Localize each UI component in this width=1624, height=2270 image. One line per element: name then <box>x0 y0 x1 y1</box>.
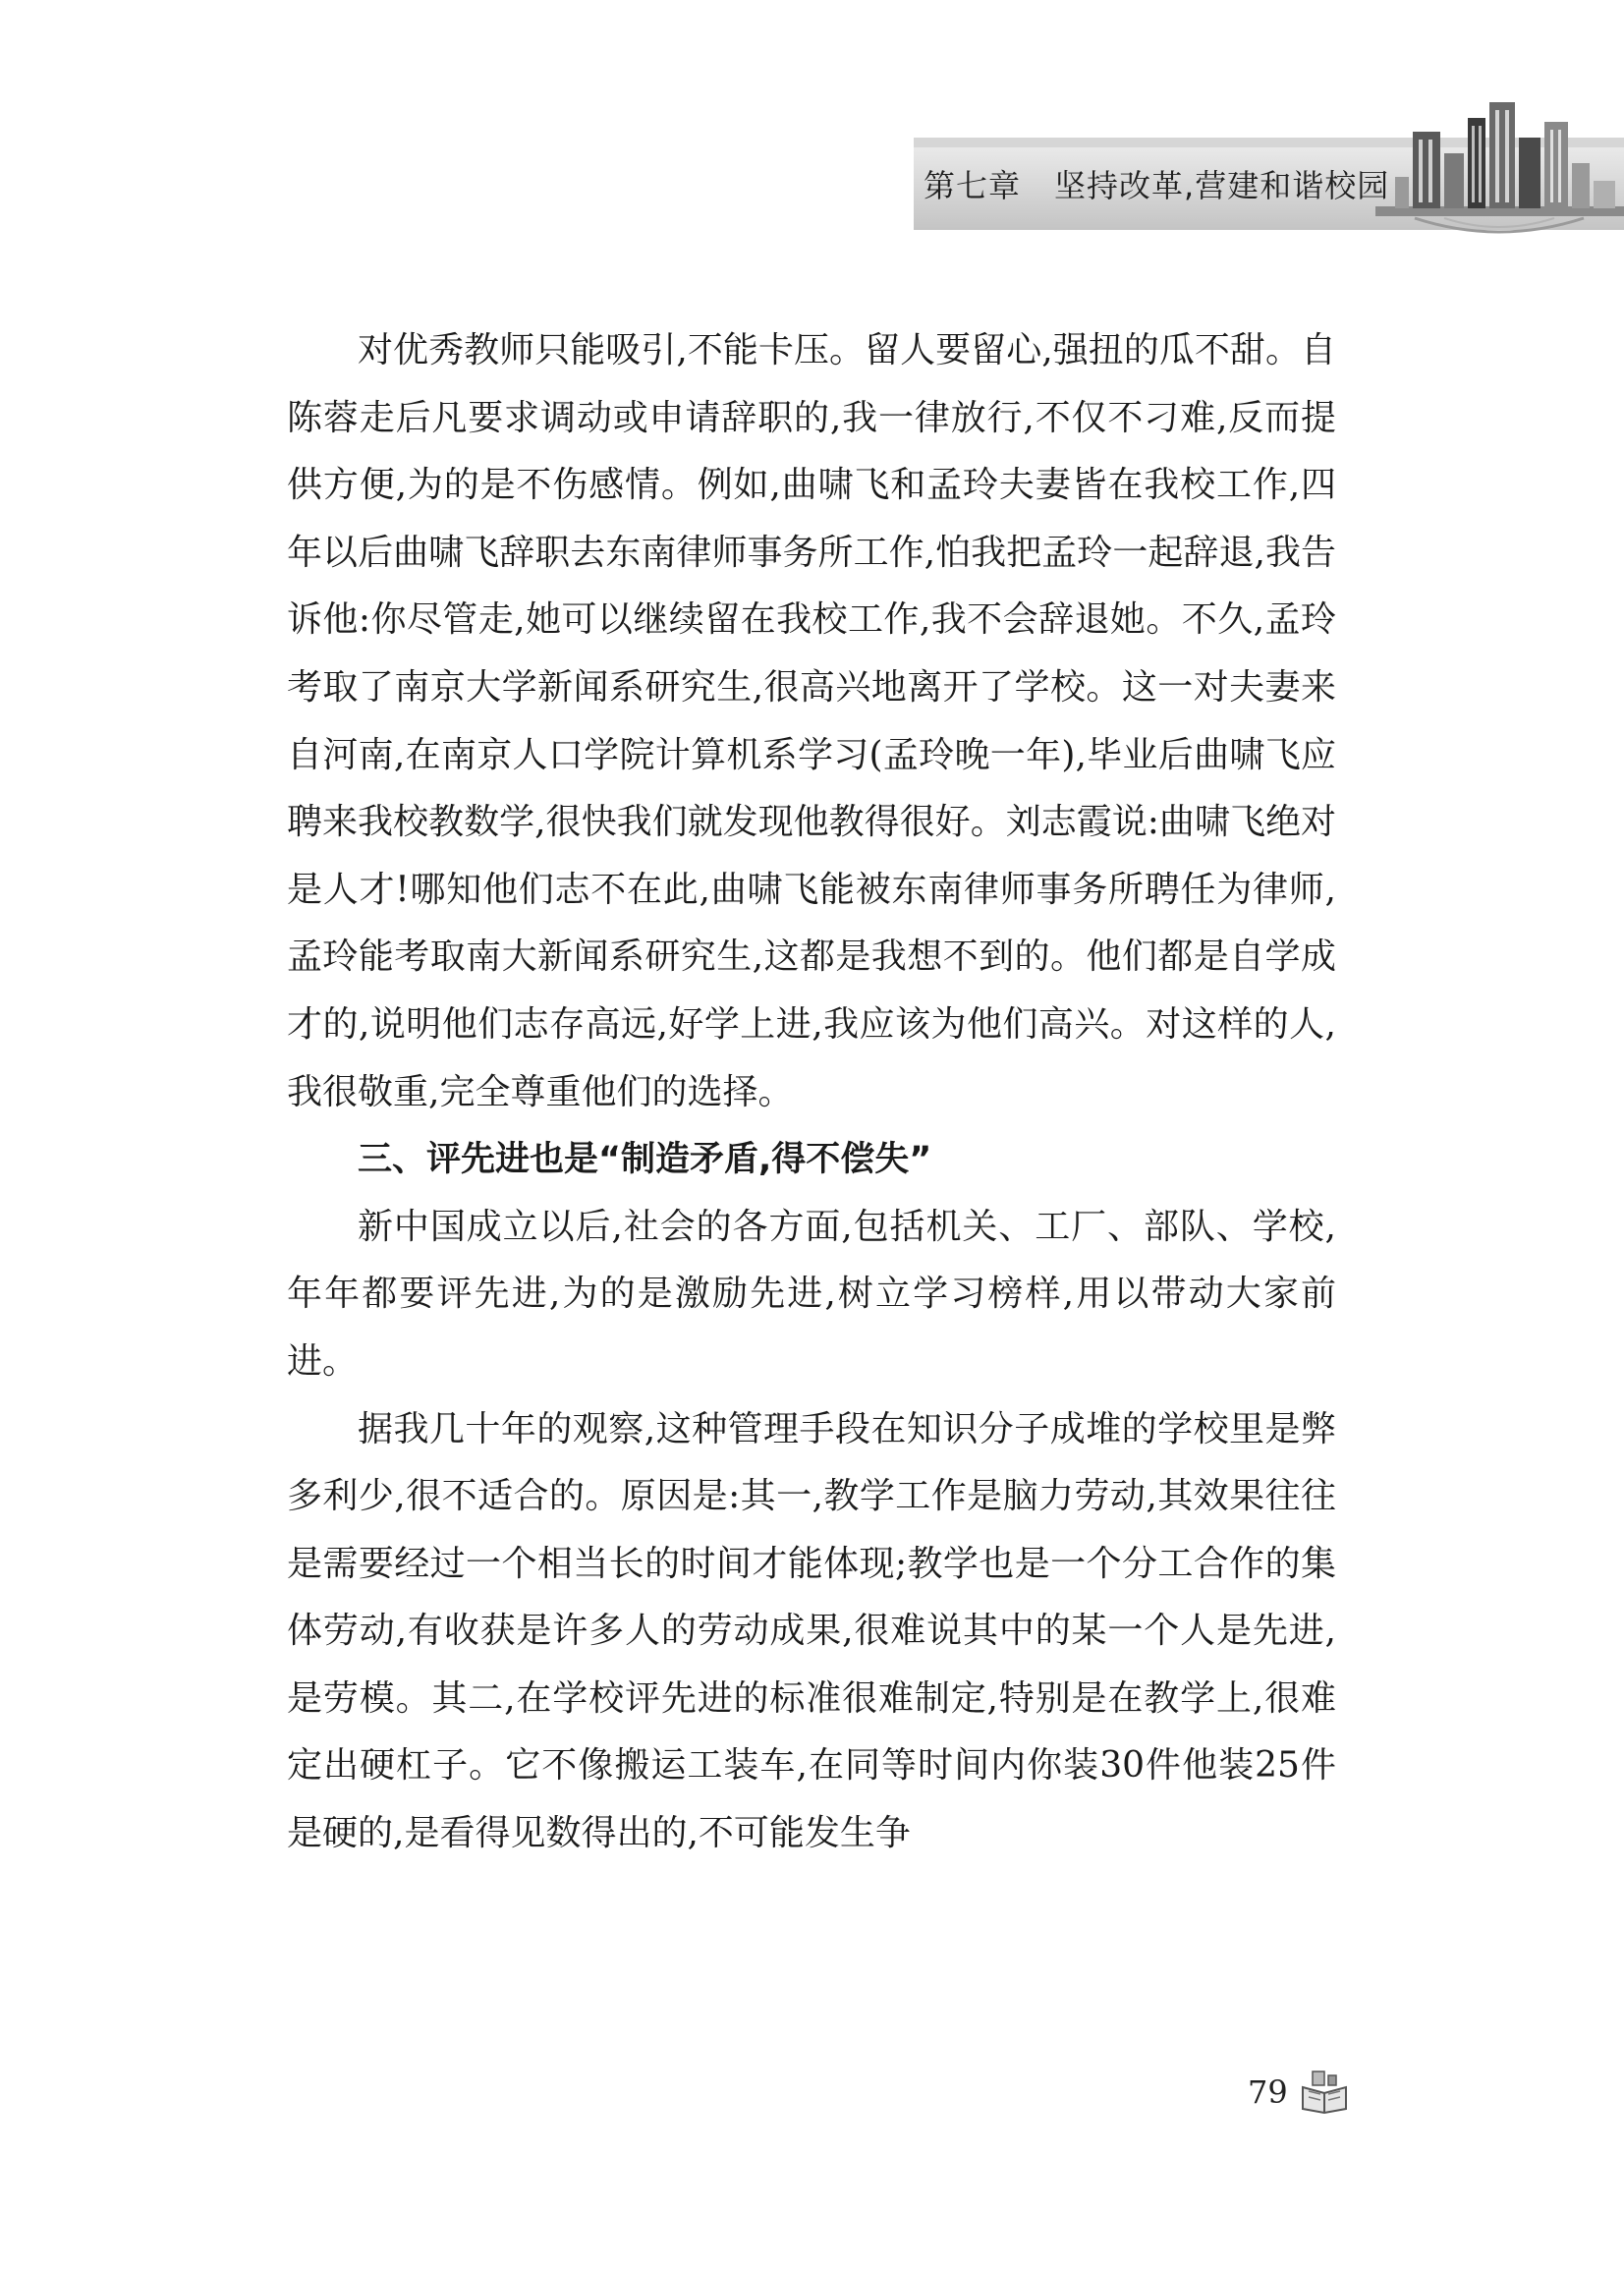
city-skyline-icon <box>1375 98 1624 246</box>
page-number: 79 <box>1248 2073 1288 2111</box>
body-paragraph-2: 新中国成立以后,社会的各方面,包括机关、工厂、部队、学校,年年都要评先进,为的是激励先进,树立学习榜样,用以带动大家前进。 <box>287 1206 1336 1382</box>
page-footer <box>1228 2064 1356 2123</box>
section-heading: 三、评先进也是“制造矛盾,得不偿失” <box>358 1140 932 1180</box>
body-paragraph-3: 据我几十年的观察,这种管理手段在知识分子成堆的学校里是弊多利少,很不适合的。原因是:其一,教学工作是脑力劳动,其效果往往是需要经过一个相当长的时间才能体现;教学也是一个分工合作的集体劳动,有收获是许多人的劳动成果,很难说其中的某一个人是先进,是劳模。其二,在学校评先进的标准很难制定,特别是在教学上,很难定出硬杠子。它不像搬运工装车,在同等时间内你装30件他装25件是硬的,是看得见数得出的,不可能发生争 <box>287 1408 1336 1854</box>
page-body <box>287 317 1336 1868</box>
chapter-label: 第七章 <box>924 167 1022 204</box>
running-header <box>865 98 1624 246</box>
book-icon <box>1299 2068 1350 2115</box>
chapter-title: 坚持改革,营建和谐校园 <box>1054 167 1390 204</box>
running-header-title <box>924 151 1389 220</box>
body-paragraph-1: 对优秀教师只能吸引,不能卡压。留人要留心,强扭的瓜不甜。自陈蓉走后凡要求调动或申请辞职的,我一律放行,不仅不刁难,反而提供方便,为的是不伤感情。例如,曲啸飞和孟玲夫妻皆在我校工作,四年以后曲啸飞辞职去东南律师事务所工作,怕我把孟玲一起辞退,我告诉他:你尽管走,她可以继续留在我校工作,我不会辞退她。不久,孟玲考取了南京大学新闻系研究生,很高兴地离开了学校。这一对夫妻来自河南,在南京人口学院计算机系学习(孟玲晚一年),毕业后曲啸飞应聘来我校教数学,很快我们就发现他教得很好。刘志霞说:曲啸飞绝对是人才!哪知他们志不在此,曲啸飞能被东南律师事务所聘任为律师,孟玲能考取南大新闻系研究生,这都是我想不到的。他们都是自学成才的,说明他们志存高远,好学上进,我应该为他们高兴。对这样的人,我很敬重,完全尊重他们的选择。 <box>287 330 1336 1112</box>
